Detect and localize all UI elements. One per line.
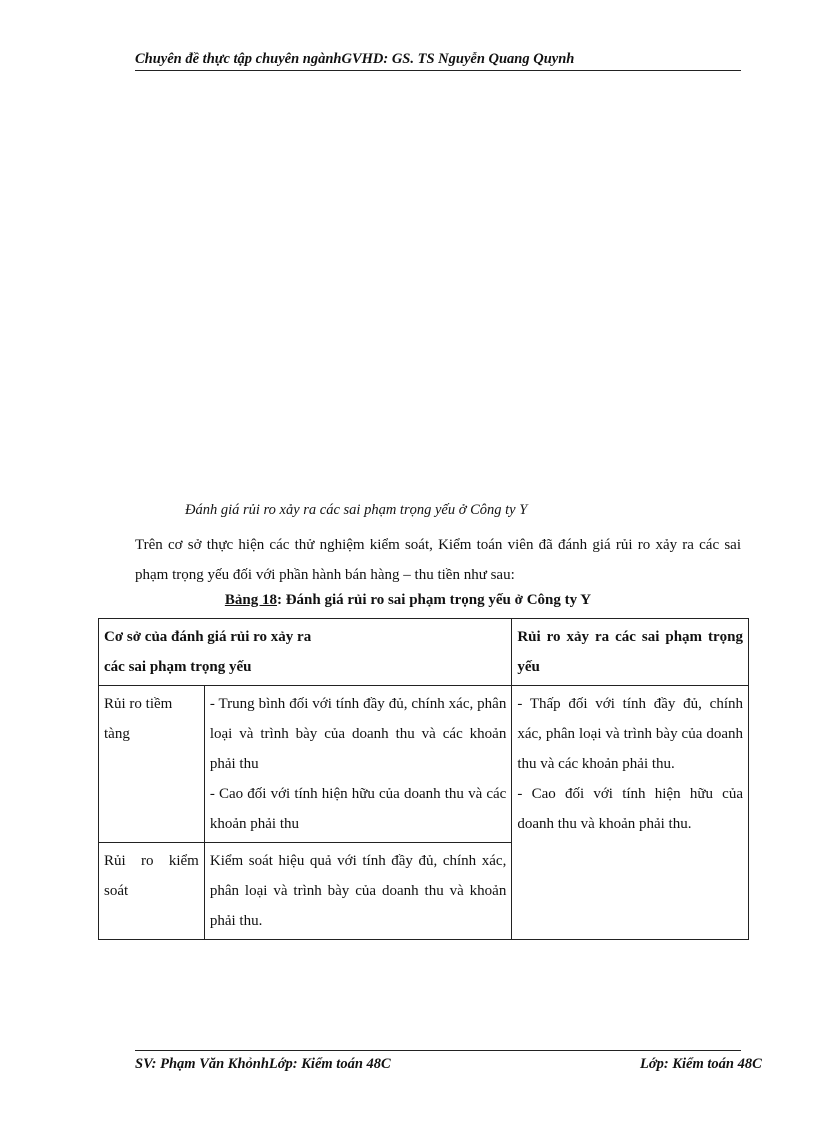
result-cell <box>512 686 749 940</box>
row-label-control-risk: Rủi ro kiểm soát <box>99 843 205 940</box>
header-basis-line1: Cơ sở của đánh giá rủi ro xảy ra <box>104 629 312 645</box>
page-header <box>135 50 741 71</box>
row-detail-control-risk: Kiểm soát hiệu quả với tính đầy đủ, chính xác, phân loại và trình bày của doanh thu và khoản phải thu. <box>204 843 511 940</box>
header-basis-line2: các sai phạm trọng yếu <box>104 659 252 675</box>
risk-assessment-table <box>98 618 749 940</box>
result-point-b: - Cao đối với tính hiện hữu của doanh thu và khoản phải thu. <box>517 786 743 832</box>
inherent-risk-point-b: - Cao đối với tính hiện hữu của doanh thu và các khoản phải thu <box>209 786 507 832</box>
row-detail-inherent-risk <box>204 686 511 843</box>
row-label-inherent-risk: Rủi ro tiềm tàng <box>99 686 205 843</box>
footer-class: Lớp: Kiểm toán 48C <box>640 1056 762 1072</box>
header-cell-risk: Rủi ro xảy ra các sai phạm trọng yếu <box>512 619 749 686</box>
footer-student: SV: Phạm Văn KhỏnhLớp: Kiểm toán 48C <box>135 1056 391 1072</box>
intro-paragraph <box>135 530 741 590</box>
intro-text: Trên cơ sở thực hiện các thử nghiệm kiểm soát, Kiểm toán viên đã đánh giá rủi ro xảy ra các sai phạm trọng yếu đối với phần hành bán hàng – thu tiền như sau: <box>135 537 741 583</box>
header-cell-basis <box>99 619 512 686</box>
table-header-row <box>99 619 749 686</box>
table-number: Bảng 18 <box>224 592 277 608</box>
section-title: Đánh giá rủi ro xảy ra các sai phạm trọng yếu ở Công ty Y <box>185 502 528 518</box>
result-point-a: - Thấp đối với tính đầy đủ, chính xác, phân loại và trình bày của doanh thu và các khoản phải thu. <box>517 696 743 772</box>
table-caption <box>0 592 816 609</box>
table-caption-text: : Đánh giá rủi ro sai phạm trọng yếu ở Công ty Y <box>276 592 592 608</box>
table-row <box>99 686 749 843</box>
inherent-risk-point-a: - Trung bình đối với tính đầy đủ, chính xác, phân loại và trình bày của doanh thu và các khoản phải thu <box>209 696 507 772</box>
header-text: Chuyên đề thực tập chuyên ngànhGVHD: GS. TS Nguyễn Quang Quynh <box>135 51 575 67</box>
page-footer <box>135 1050 762 1072</box>
